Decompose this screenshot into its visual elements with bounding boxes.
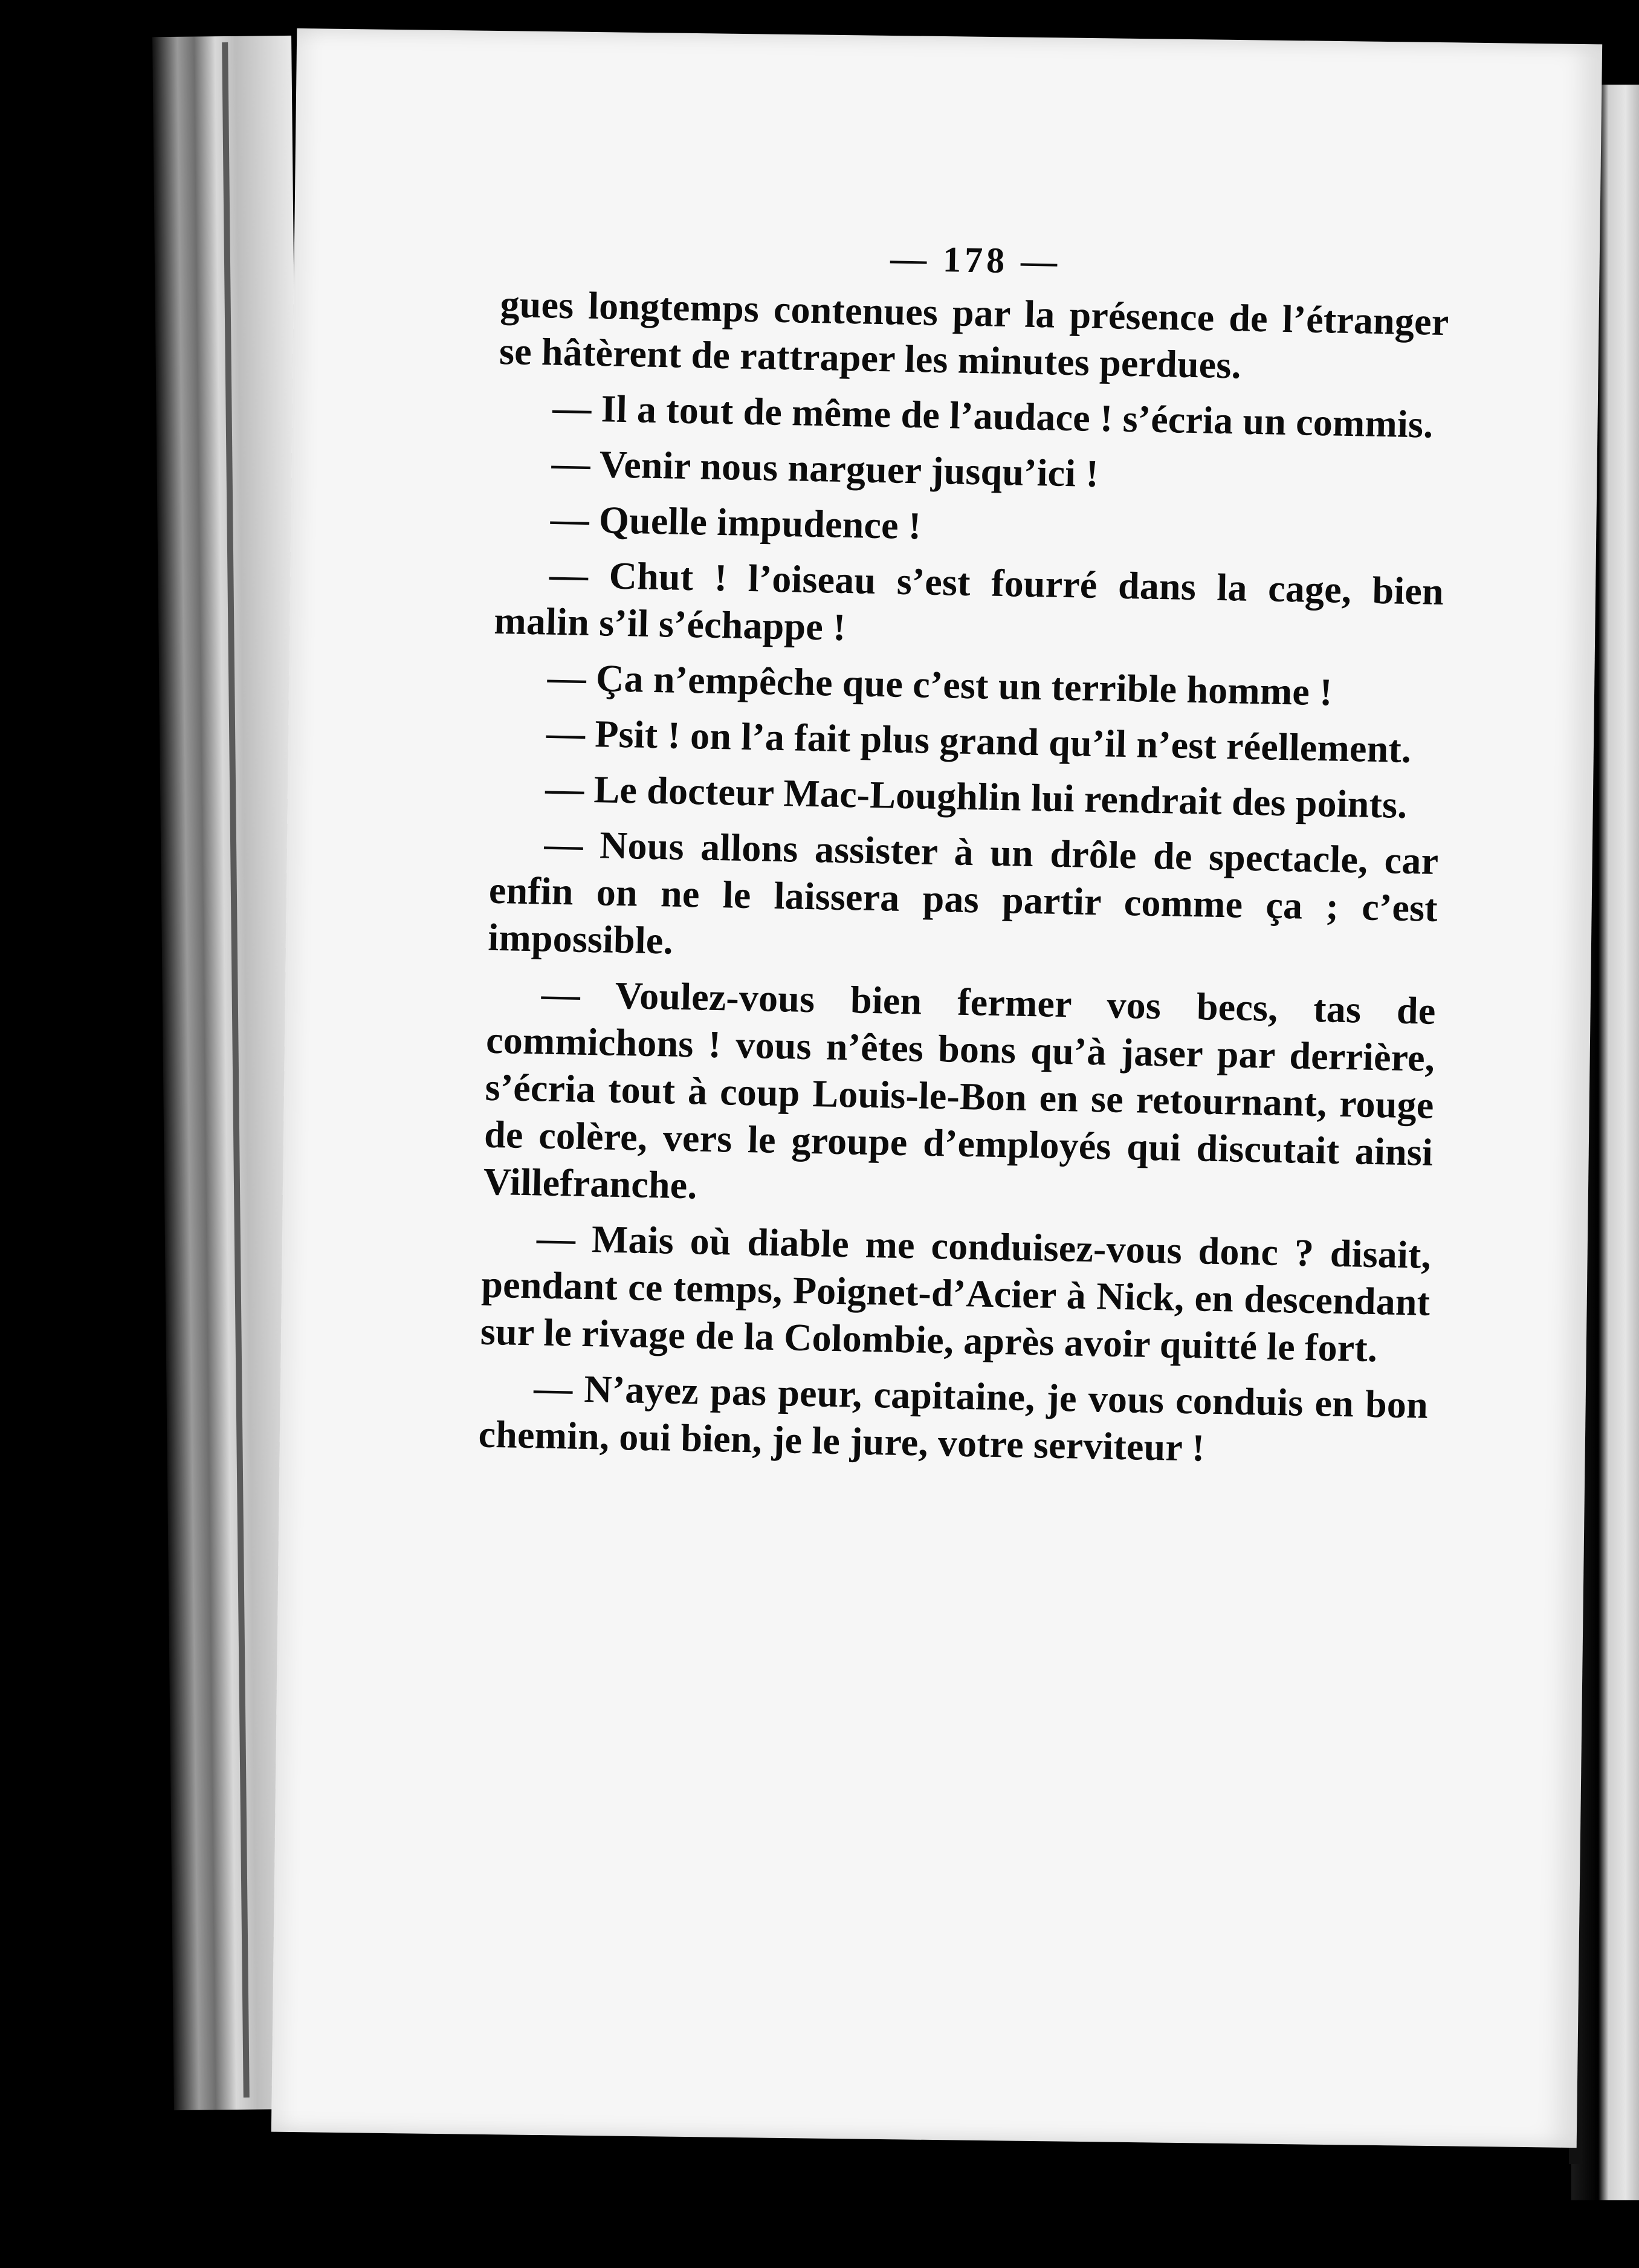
paragraph: — N’ayez pas peur, capitaine, je vous conduis en bon chemin, oui bien, je le jure, votre serviteur ! [478,1366,1429,1469]
paragraph: — Venir nous narguer jusqu’ici ! [551,441,1099,496]
page-number: — 178 — [890,238,1061,282]
paragraph: — Voulez-vous bien fermer vos becs, tas de commichons ! vous n’êtes bons qu’à jaser par derrière, s’écria tout à coup Louis-le-Bon en se retournant, rouge de colère, vers le groupe d’employés qui discutait ainsi Villefranche. [483,972,1437,1207]
paragraph: — Nous allons assister à un drôle de spectacle, car enfin on ne le laissera pas partir comme ça ; c’est impossible. [487,822,1439,962]
page-text-block [478,230,1450,1485]
paragraph: — Ça n’empêche que c’est un terrible homme ! [547,655,1333,714]
paragraph: — Le docteur Mac-Loughlin lui rendrait des points. [545,766,1408,826]
paragraph: — Quelle impudence ! [550,497,922,548]
paragraph: — Chut ! l’oiseau s’est fourré dans la cage, bien malin s’il s’échappe ! [493,552,1444,649]
paragraph: — Il a tout de même de l’audace ! s’écria un commis. [552,386,1434,446]
paragraph: — Psit ! on l’a fait plus grand qu’il n’est réellement. [546,711,1412,771]
paragraph: — Mais où diable me conduisez-vous donc ? disait, pendant ce temps, Poignet-d’Acier à Nick, en descendant sur le rivage de la Colombie, après avoir quitté le fort. [480,1216,1432,1370]
paragraph: gues longtemps contenues par la présence de l’étranger se hâtèrent de rattraper les minutes perdues. [499,282,1450,387]
